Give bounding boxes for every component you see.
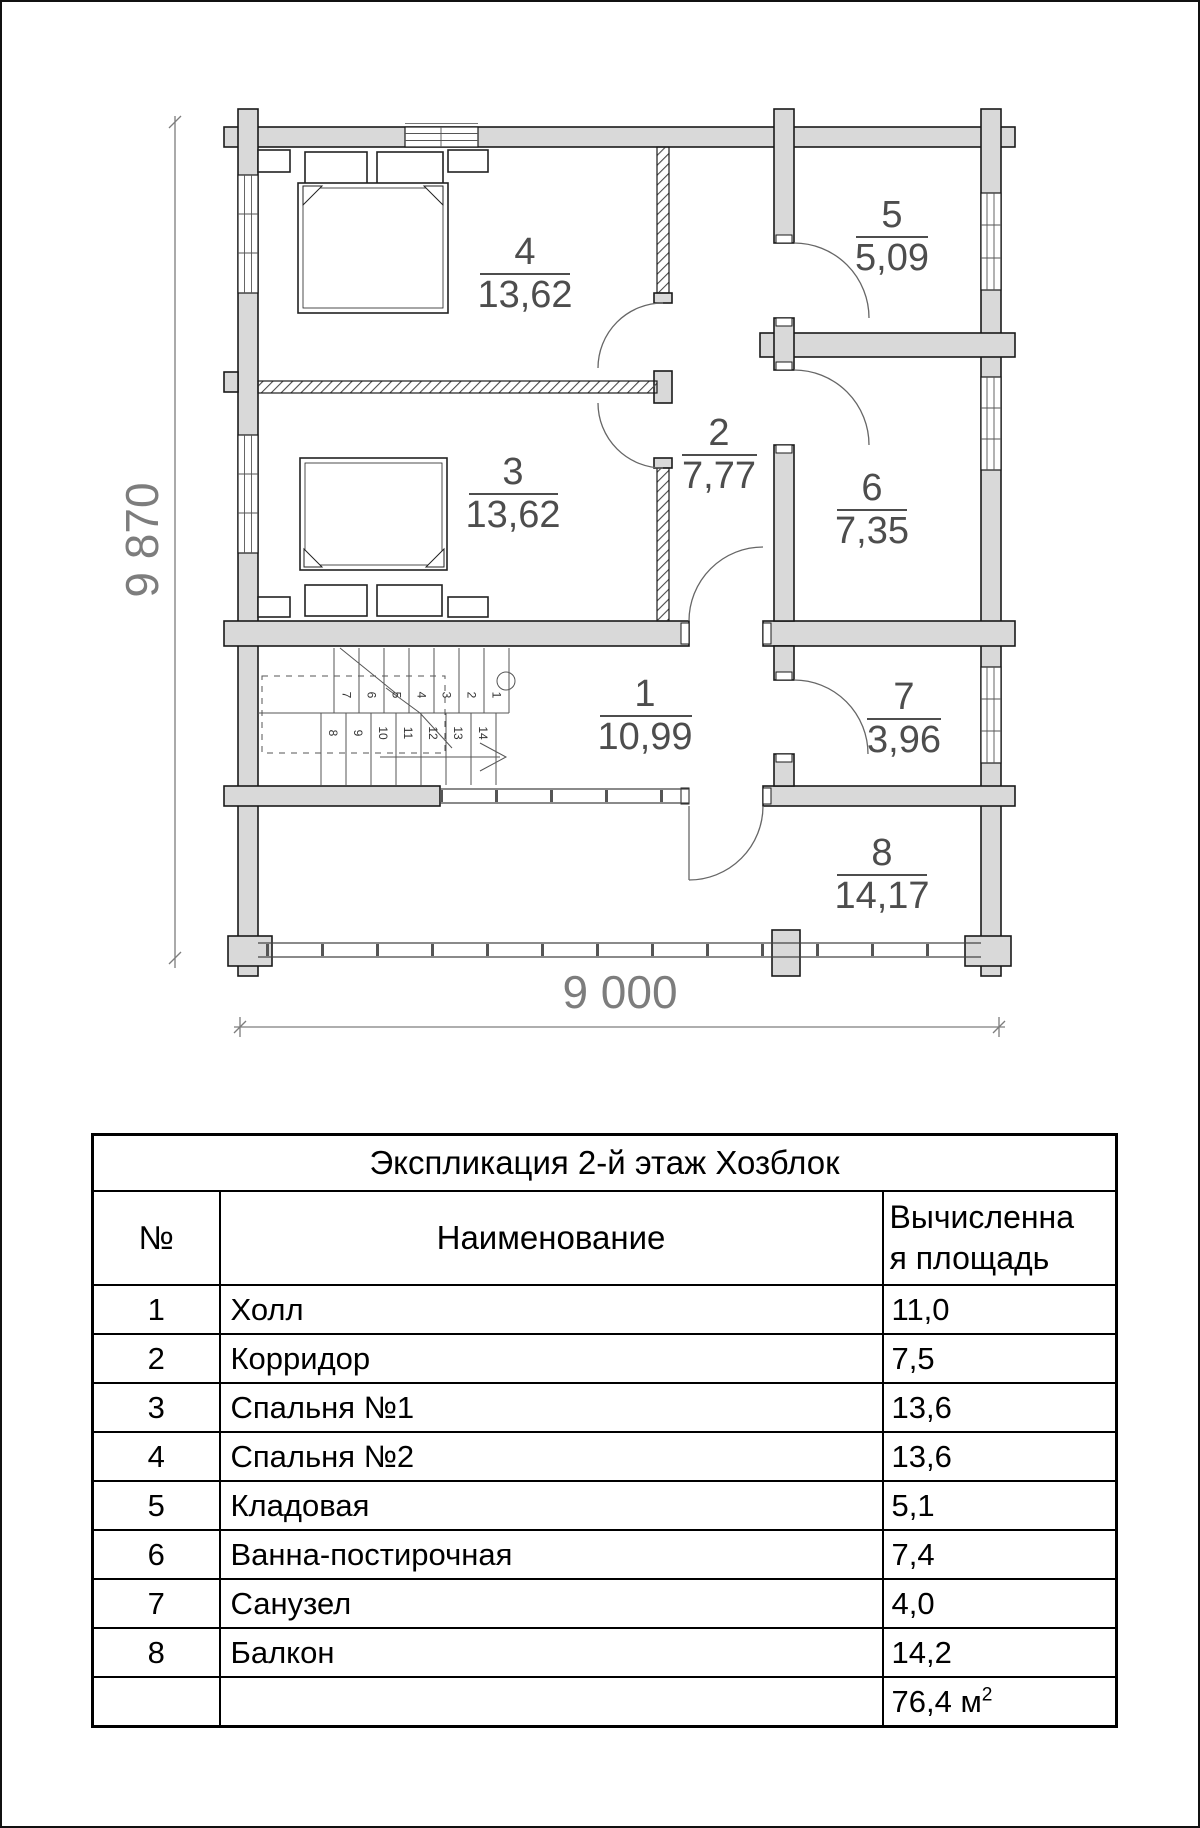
wall-hall-north-b xyxy=(763,621,1015,646)
room-name-cell: Корридор xyxy=(220,1334,883,1383)
room-area-cell: 5,1 xyxy=(883,1481,1117,1530)
header-name: Наименование xyxy=(220,1191,883,1285)
svg-text:11: 11 xyxy=(401,726,415,740)
svg-text:6: 6 xyxy=(364,691,379,699)
stair-cut-outline xyxy=(262,676,445,753)
svg-text:10: 10 xyxy=(376,726,390,740)
nightstand xyxy=(448,597,488,617)
staircase xyxy=(258,648,515,785)
room-name-cell: Балкон xyxy=(220,1628,883,1677)
room-area-cell: 11,0 xyxy=(883,1285,1117,1334)
room-name-cell: Санузел xyxy=(220,1579,883,1628)
svg-text:7,77: 7,77 xyxy=(682,455,756,497)
stair-direction-arrow xyxy=(380,743,506,771)
room-label-6 xyxy=(835,467,909,552)
svg-text:1: 1 xyxy=(489,691,504,699)
svg-text:7: 7 xyxy=(893,676,915,718)
svg-text:2: 2 xyxy=(708,412,730,454)
window-symbol xyxy=(405,124,478,148)
svg-text:2: 2 xyxy=(464,691,479,699)
dim-label-width: 9 000 xyxy=(562,966,678,1018)
room-label-7 xyxy=(867,676,941,761)
room-number-cell: 6 xyxy=(93,1530,220,1579)
room-area-cell: 14,2 xyxy=(883,1628,1117,1677)
room-area-cell: 7,5 xyxy=(883,1334,1117,1383)
svg-text:13: 13 xyxy=(451,726,465,740)
header-area: Вычисленна я площадь xyxy=(883,1191,1117,1285)
svg-text:8: 8 xyxy=(871,832,893,874)
table-row xyxy=(93,1432,1117,1481)
pillow xyxy=(305,585,367,616)
table-header-row xyxy=(93,1191,1117,1285)
svg-text:4: 4 xyxy=(414,691,429,699)
table-title: Экспликация 2-й этаж Хозблок xyxy=(93,1135,1117,1192)
svg-text:10,99: 10,99 xyxy=(597,716,693,758)
bed-symbol-room4 xyxy=(258,150,488,313)
svg-text:7: 7 xyxy=(339,691,354,699)
svg-text:5,09: 5,09 xyxy=(855,237,929,279)
svg-text:8: 8 xyxy=(326,729,340,737)
room-area-cell: 7,4 xyxy=(883,1530,1117,1579)
bed-symbol-room3 xyxy=(258,458,488,617)
svg-text:6: 6 xyxy=(861,467,883,509)
door-arc-room4 xyxy=(598,303,663,368)
wall-room5-6 xyxy=(760,333,1015,357)
room-name-cell: Холл xyxy=(220,1285,883,1334)
svg-text:1: 1 xyxy=(634,673,656,715)
door-arc-room7 xyxy=(794,680,868,754)
log-crossing xyxy=(772,930,800,976)
svg-text:4: 4 xyxy=(514,231,536,273)
room-name-cell: Ванна-постирочная xyxy=(220,1530,883,1579)
wall-balcony-north-b xyxy=(763,786,1015,806)
pillow xyxy=(377,152,443,186)
svg-text:3: 3 xyxy=(502,451,524,493)
room-number-cell: 3 xyxy=(93,1383,220,1432)
room-label-1 xyxy=(597,673,692,758)
window-symbol xyxy=(981,667,1001,763)
nightstand xyxy=(448,150,488,172)
partition-room4 xyxy=(657,147,669,293)
wall-mid-vertical xyxy=(774,109,794,243)
stair-step-numbers xyxy=(326,692,504,740)
svg-text:3,96: 3,96 xyxy=(867,719,941,761)
room-label-3 xyxy=(465,451,560,536)
table-row xyxy=(93,1530,1117,1579)
room-label-4 xyxy=(477,231,572,316)
room-number-cell: 4 xyxy=(93,1432,220,1481)
svg-text:7,35: 7,35 xyxy=(835,510,909,552)
svg-text:14: 14 xyxy=(476,726,490,740)
window-symbol xyxy=(981,377,1001,470)
room-name-cell: Спальня №1 xyxy=(220,1383,883,1432)
table-row xyxy=(93,1628,1117,1677)
dim-label-height: 9 870 xyxy=(116,482,168,598)
room-label-8 xyxy=(834,832,929,917)
nightstand xyxy=(258,150,290,172)
door-arc-corridor xyxy=(689,547,763,621)
log-crossing xyxy=(228,936,272,966)
room-area-cell: 4,0 xyxy=(883,1579,1117,1628)
partition-room3 xyxy=(657,468,669,621)
window-symbol xyxy=(238,435,258,553)
log-crossing xyxy=(965,936,1011,966)
table-title-row xyxy=(93,1135,1117,1192)
total-area-cell: 76,4 $м^2$ xyxy=(883,1677,1117,1727)
room-area-cell: 13,6 xyxy=(883,1383,1117,1432)
partition-room3-4 xyxy=(258,381,657,393)
room-number-cell: 1 xyxy=(93,1285,220,1334)
header-num: № xyxy=(93,1191,220,1285)
room-name-cell: Спальня №2 xyxy=(220,1432,883,1481)
wall-top xyxy=(224,127,1015,147)
svg-text:13,62: 13,62 xyxy=(465,494,561,536)
room-name-cell: Кладовая xyxy=(220,1481,883,1530)
wall-hall-north-a xyxy=(224,621,689,646)
pillow xyxy=(305,152,367,186)
door-arc-room6 xyxy=(794,370,869,445)
stair-newel xyxy=(497,672,515,690)
explication-table xyxy=(91,1133,1115,1728)
table-row xyxy=(93,1481,1117,1530)
svg-text:9: 9 xyxy=(351,729,365,737)
wall-balcony-north-a xyxy=(224,786,440,806)
pillow xyxy=(377,585,442,616)
window-symbol xyxy=(238,175,258,293)
room-number-cell: 8 xyxy=(93,1628,220,1677)
svg-text:14,17: 14,17 xyxy=(834,875,930,917)
svg-text:5: 5 xyxy=(389,691,404,699)
room-area-cell: 13,6 xyxy=(883,1432,1117,1481)
svg-text:5: 5 xyxy=(881,194,903,236)
svg-text:12: 12 xyxy=(426,726,440,740)
room-number-cell: 7 xyxy=(93,1579,220,1628)
svg-text:3: 3 xyxy=(439,691,454,699)
svg-text:13,62: 13,62 xyxy=(477,274,573,316)
table-total-row xyxy=(93,1677,1117,1727)
door-arc-balcony xyxy=(689,806,763,880)
window-symbol xyxy=(981,193,1001,290)
table-row xyxy=(93,1285,1117,1334)
room-number-cell: 5 xyxy=(93,1481,220,1530)
log-stub xyxy=(224,372,238,392)
room-number-cell: 2 xyxy=(93,1334,220,1383)
table-row xyxy=(93,1579,1117,1628)
table-row xyxy=(93,1383,1117,1432)
room-label-2 xyxy=(682,412,757,497)
room-labels xyxy=(465,194,941,917)
table-row xyxy=(93,1334,1117,1383)
nightstand xyxy=(258,597,290,617)
room-label-5 xyxy=(855,194,929,279)
